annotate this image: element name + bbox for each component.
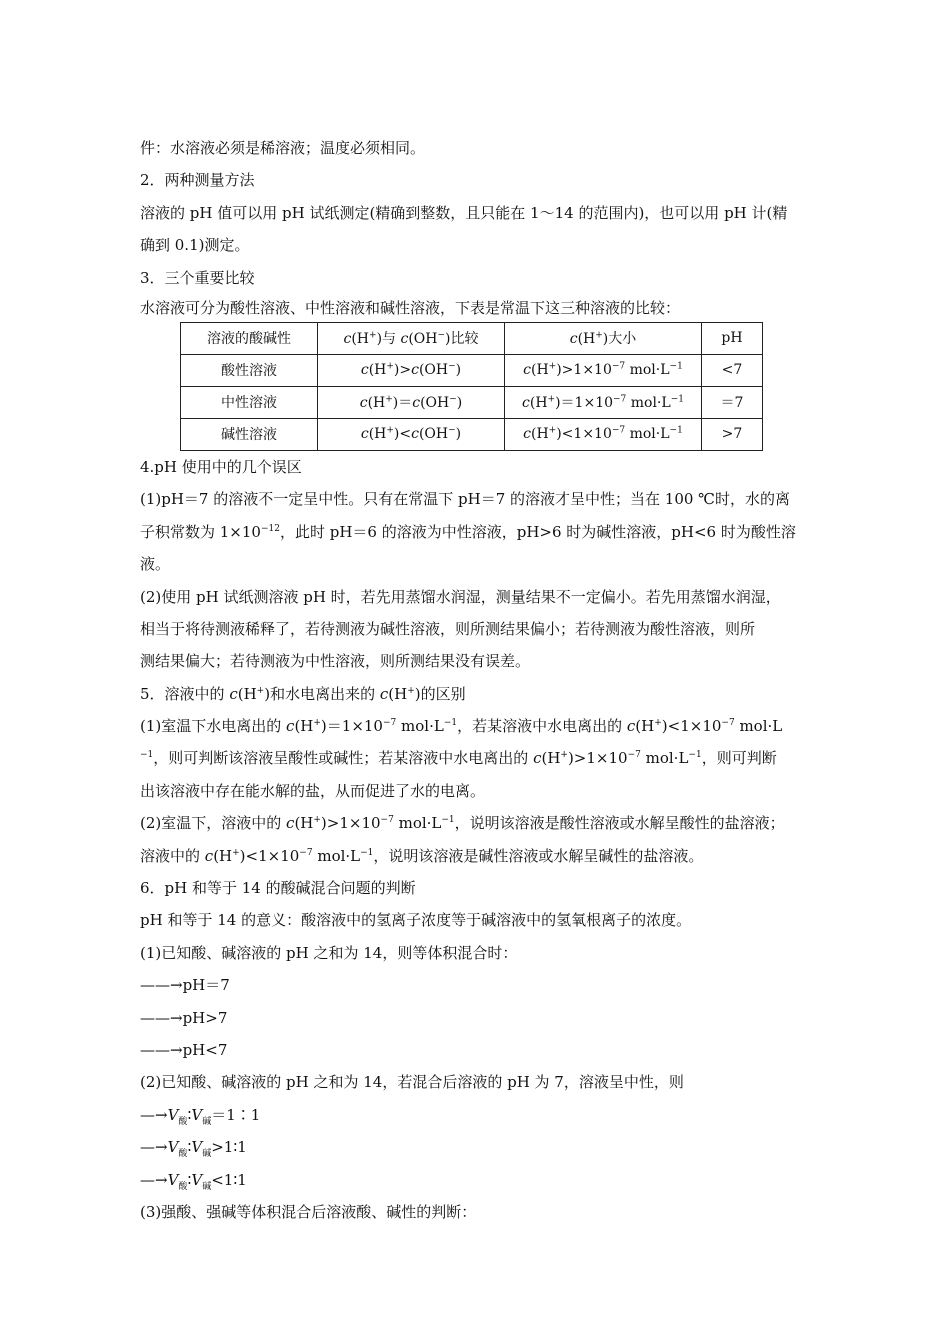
table-row <box>181 354 763 386</box>
row-acidic-magnitude: $c(H^+)>1\times 10^{-7}$ $mol\cdot L^{-1}$ <box>505 354 702 386</box>
section5-p1-line1: (1)室温下水电离出的 $c(H^+)=1\times 10^{-7}$ $mol\cdot L^{-1}$，若某溶液中水电离出的 $c(H^+)<1\times 10^{-7}$ mol·L <box>140 717 783 736</box>
row-acidic-name: 酸性溶液 <box>181 354 318 386</box>
section5-p2-line2: 溶液中的 $c(H^+)<1\times 10^{-7}$ $mol\cdot L^{-1}$，说明该溶液是碱性溶液或水解呈碱性的盐溶液。 <box>140 846 704 865</box>
section3-intro: 水溶液可分为酸性溶液、中性溶液和碱性溶液，下表是常温下这三种溶液的比较： <box>140 298 681 317</box>
row-acidic-comparison: c(H+)>c(OH−) <box>318 354 505 386</box>
comparison-table <box>180 322 763 451</box>
section6-title: 6．pH 和等于 14 的酸碱混合问题的判断 <box>140 879 416 898</box>
section4-p1-line3: 液。 <box>140 555 171 574</box>
table-header-row <box>181 322 763 354</box>
section6-p1: (1)已知酸、碱溶液的 pH 之和为 14，则等体积混合时： <box>140 943 518 962</box>
table-row <box>181 386 763 418</box>
section4-p1-line1: (1)pH＝7 的溶液不一定呈中性。只有在常温下 pH＝7 的溶液才呈中性；当在 100 ℃时，水的离 <box>140 490 790 509</box>
section2-paragraph-line1: 溶液的 pH 值可以用 pH 试纸测定(精确到整数，且只能在 1～14 的范围内)，也可以用 pH 计(精 <box>140 203 788 222</box>
section4-title: 4.pH 使用中的几个误区 <box>140 457 302 476</box>
table-row <box>181 418 763 450</box>
row-neutral-name: 中性溶液 <box>181 386 318 418</box>
section6-p3: (3)强酸、强碱等体积混合后溶液酸、碱性的判断： <box>140 1202 477 1221</box>
row-neutral-magnitude: $c(H^+)=1\times 10^{-7}$ $mol\cdot L^{-1}$ <box>505 386 702 418</box>
row-neutral-ph: ＝7 <box>702 386 763 418</box>
section2-paragraph-line2: 确到 0.1)测定。 <box>140 236 250 255</box>
section3-title: 3．三个重要比较 <box>140 268 255 287</box>
section5-p2-line1: (2)室温下，溶液中的 $c(H^+)>1\times 10^{-7}$ $mol\cdot L^{-1}$，说明该溶液是酸性溶液或水解呈酸性的盐溶液； <box>140 814 785 833</box>
row-acidic-ph: <7 <box>702 354 763 386</box>
row-basic-comparison: c(H+)<c(OH−) <box>318 418 505 450</box>
section4-p2-line1: (2)使用 pH 试纸测溶液 pH 时，若先用蒸馏水润湿，测量结果不一定偏小。若先用蒸馏水润湿， <box>140 587 781 606</box>
header-magnitude: c(H+)大小 <box>505 322 702 354</box>
section6-volume-ratio-greater: $—\to V_酸∶V_碱>1∶1$ <box>140 1138 247 1160</box>
document-page <box>140 132 820 1228</box>
header-acidity: 溶液的酸碱性 <box>181 322 318 354</box>
section5-p1-line2: $^{-1}$，则可判断该溶液呈酸性或碱性；若某溶液中水电离出的 $c(H^+)>1\times 10^{-7}$ $mol\cdot L^{-1}$，则可判断 <box>140 749 777 768</box>
section6-arrow-basic: ——→pH>7 <box>140 1008 228 1027</box>
section6-volume-ratio-less: $—\to V_酸∶V_碱<1∶1$ <box>140 1170 247 1192</box>
section4-p1-line2: 子积常数为 $1\times 10^{-12}$，此时 pH＝6 的溶液为中性溶液，pH>6 时为碱性溶液，pH<6 时为酸性溶 <box>140 522 796 541</box>
row-basic-magnitude: $c(H^+)<1\times 10^{-7}$ $mol\cdot L^{-1}$ <box>505 418 702 450</box>
header-ph: pH <box>702 322 763 354</box>
section6-arrow-neutral: ——→pH＝7 <box>140 976 230 995</box>
row-neutral-comparison: c(H+)＝c(OH−) <box>318 386 505 418</box>
header-comparison: c(H+)与 c(OH−)比较 <box>318 322 505 354</box>
row-basic-ph: >7 <box>702 418 763 450</box>
section1-tail: 件：水溶液必须是稀溶液；温度必须相同。 <box>140 139 426 157</box>
row-basic-name: 碱性溶液 <box>181 418 318 450</box>
section6-meaning: pH 和等于 14 的意义：酸溶液中的氢离子浓度等于碱溶液中的氢氧根离子的浓度。 <box>140 911 692 930</box>
section6-p2: (2)已知酸、碱溶液的 pH 之和为 14，若混合后溶液的 pH 为 7，溶液呈中性，则 <box>140 1073 684 1092</box>
section4-p2-line2: 相当于将待测液稀释了，若待测液为碱性溶液，则所测结果偏小；若待测液为酸性溶液，则所 <box>140 619 756 638</box>
section6-volume-ratio-equal: $—\to V_酸∶V_碱=1∶1$ <box>140 1105 261 1127</box>
section2-title: 2．两种测量方法 <box>140 171 255 190</box>
section4-p2-line3: 测结果偏大；若待测液为中性溶液，则所测结果没有误差。 <box>140 652 531 671</box>
section5-title: 5．溶液中的 c(H+)和水电离出来的 c(H+)的区别 <box>140 684 466 703</box>
section6-arrow-acidic: ——→pH<7 <box>140 1040 228 1059</box>
section5-p1-line3: 出该溶液中存在能水解的盐，从而促进了水的电离。 <box>140 781 486 800</box>
